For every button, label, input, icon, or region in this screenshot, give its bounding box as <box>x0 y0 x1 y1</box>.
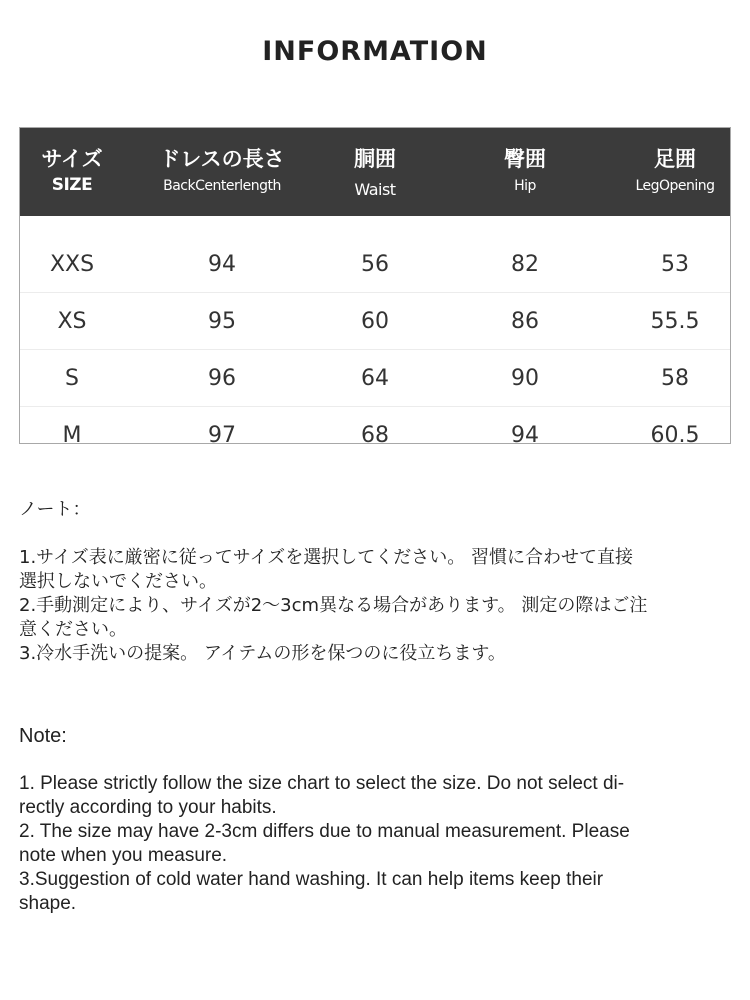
cell-hip: 86 <box>511 308 539 334</box>
page-title: INFORMATION <box>262 36 488 67</box>
cell-waist: 60 <box>361 308 389 334</box>
notes-jp-line: 3.冷水手洗いの提案。 アイテムの形を保つのに役立ちます。 <box>19 643 506 664</box>
header-size-jp: サイズ <box>41 147 103 171</box>
header-length-en: BackCenterlength <box>163 178 281 194</box>
header-hip-jp: 臀囲 <box>504 147 546 171</box>
table-row <box>20 236 730 293</box>
header-waist-en: Waist <box>354 180 396 199</box>
notes-en-line: note when you measure. <box>19 845 228 866</box>
cell-hip: 82 <box>511 251 539 277</box>
cell-length: 97 <box>208 422 236 448</box>
cell-waist: 64 <box>361 365 389 391</box>
header-size <box>20 128 124 216</box>
notes-jp-line: 選択しないでください。 <box>19 571 217 592</box>
cell-size: S <box>65 365 79 391</box>
notes-en-line: 1. Please strictly follow the size chart to select the size. Do not select di- <box>19 773 625 794</box>
cell-leg-opening: 58 <box>661 365 689 391</box>
cell-waist: 56 <box>361 251 389 277</box>
table-row <box>20 293 730 350</box>
header-length-jp: ドレスの長さ <box>159 147 285 171</box>
cell-leg-opening: 55.5 <box>650 308 700 334</box>
cell-length: 94 <box>208 251 236 277</box>
cell-size: XXS <box>49 251 95 277</box>
notes-japanese <box>19 498 719 666</box>
cell-size: XS <box>57 308 87 334</box>
header-leg-opening <box>620 128 730 216</box>
notes-jp-heading: ノート： <box>19 499 91 520</box>
notes-en-line: 2. The size may have 2-3cm differs due to manual measurement. Please <box>19 821 630 842</box>
table-row <box>20 350 730 407</box>
header-hip-en: Hip <box>514 178 536 194</box>
notes-jp-line: 意ください。 <box>19 619 127 640</box>
size-table <box>19 127 731 448</box>
notes-en-heading: Note: <box>19 725 67 747</box>
header-leg-opening-jp: 足囲 <box>654 147 696 171</box>
cell-hip: 94 <box>511 422 539 448</box>
cell-hip: 90 <box>511 365 539 391</box>
header-waist <box>320 128 430 216</box>
header-leg-opening-en: LegOpening <box>635 178 715 194</box>
notes-jp-line: 2.手動測定により、サイズが2〜3cm異なる場合があります。 測定の際はご注 <box>19 595 648 616</box>
table-header <box>20 128 730 216</box>
cell-leg-opening: 60.5 <box>650 422 700 448</box>
table-row <box>20 407 730 463</box>
header-hip <box>430 128 620 216</box>
cell-size: M <box>62 422 82 448</box>
header-size-en: SIZE <box>51 175 93 195</box>
table-body <box>20 216 730 463</box>
cell-waist: 68 <box>361 422 389 448</box>
notes-en-line: rectly according to your habits. <box>19 797 277 818</box>
cell-leg-opening: 53 <box>661 251 689 277</box>
cell-length: 96 <box>208 365 236 391</box>
header-length <box>124 128 320 216</box>
header-waist-jp: 胴囲 <box>354 147 396 171</box>
notes-jp-line: 1.サイズ表に厳密に従ってサイズを選択してください。 習慣に合わせて直接 <box>19 547 634 568</box>
notes-english <box>19 724 709 916</box>
notes-en-line: shape. <box>19 893 77 914</box>
cell-length: 95 <box>208 308 236 334</box>
notes-en-line: 3.Suggestion of cold water hand washing. It can help items keep their <box>19 869 604 890</box>
